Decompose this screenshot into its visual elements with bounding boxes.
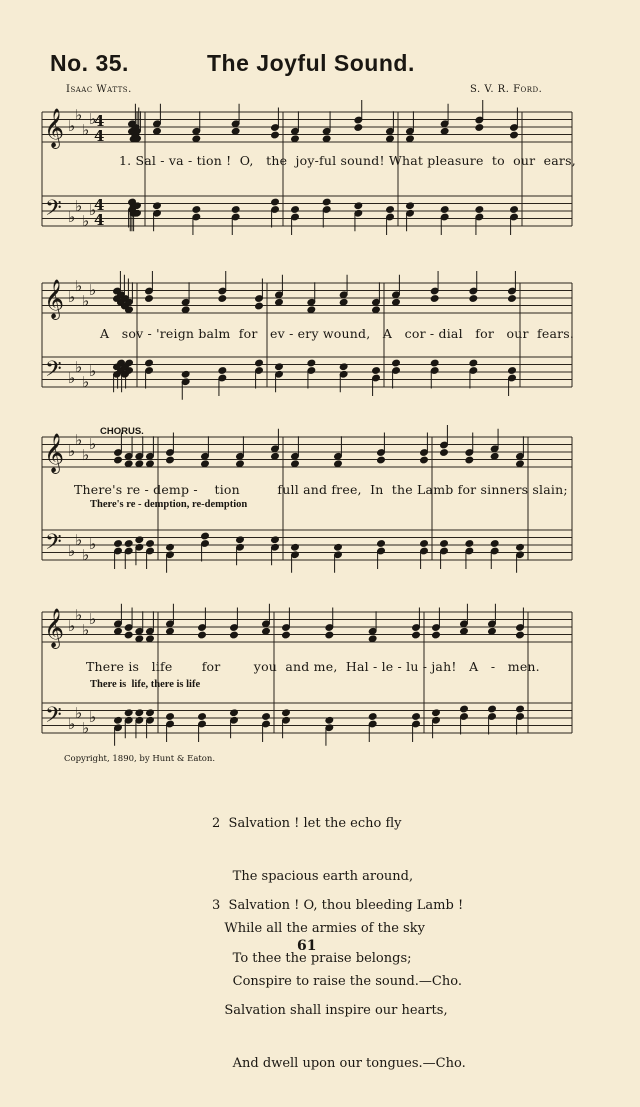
svg-text:♭: ♭	[75, 531, 83, 549]
lyric-line-3: There's re - demp - tion full and free, In the Lamb for sinners slain;	[74, 482, 568, 497]
svg-text:𝄞: 𝄞	[44, 279, 65, 319]
svg-text:𝄞: 𝄞	[44, 108, 65, 148]
svg-text:♭: ♭	[68, 542, 76, 560]
svg-text:♭: ♭	[75, 606, 83, 624]
page-number: 61	[297, 938, 317, 954]
stanza-3	[212, 862, 466, 1107]
hymn-number: No. 35.	[50, 50, 129, 76]
stanza-line: 3 Salvation ! O, thou bleeding Lamb !	[212, 898, 464, 913]
stanza-line: Conspire to raise the sound.—Cho.	[212, 973, 462, 989]
svg-text:♭: ♭	[68, 117, 76, 135]
stanza-line: Salvation shall inspire our hearts,	[212, 1003, 448, 1018]
svg-text:♭: ♭	[89, 435, 97, 453]
svg-text:♭: ♭	[75, 277, 83, 295]
svg-text:♭: ♭	[75, 106, 83, 124]
copyright-notice: Copyright, 1890, by Hunt & Eaton.	[64, 754, 216, 764]
svg-text:♭: ♭	[82, 121, 90, 139]
stanza-line: 2 Salvation ! let the echo fly	[212, 816, 402, 831]
svg-text:♭: ♭	[89, 201, 97, 219]
svg-text:𝄢: 𝄢	[45, 357, 62, 387]
svg-text:♭: ♭	[82, 719, 90, 737]
music-composer: S. V. R. Ford.	[470, 84, 543, 95]
echo-line-4: There is life, there is life	[90, 679, 201, 690]
svg-text:♭: ♭	[89, 281, 97, 299]
svg-text:𝄢: 𝄢	[45, 530, 62, 560]
svg-text:♭: ♭	[75, 358, 83, 376]
svg-text:♭: ♭	[89, 362, 97, 380]
echo-line-3: There's re - demption, re-demption	[90, 499, 248, 510]
svg-text:𝄞: 𝄞	[44, 608, 65, 648]
svg-text:𝄞: 𝄞	[44, 433, 65, 473]
stanza-line: And dwell upon our tongues.—Cho.	[212, 1055, 466, 1071]
hymn-title: The Joyful Sound.	[207, 50, 415, 76]
svg-text:♭: ♭	[75, 197, 83, 215]
notes-group	[114, 604, 525, 746]
lyric-line-2: A sov - 'reign balm for ev - ery wound, A cor - dial for our fears.	[100, 326, 575, 341]
svg-text:♭: ♭	[68, 369, 76, 387]
svg-text:♭: ♭	[89, 708, 97, 726]
svg-text:♭: ♭	[89, 610, 97, 628]
svg-text:♭: ♭	[68, 442, 76, 460]
stanza-line: While all the armies of the sky	[212, 921, 425, 936]
lyric-line-4: There is life for you and me, Hal - le - lu - jah! A - men.	[86, 659, 540, 674]
svg-text:♭: ♭	[68, 617, 76, 635]
svg-text:♭: ♭	[89, 535, 97, 553]
svg-text:♭: ♭	[75, 431, 83, 449]
svg-text:𝄢: 𝄢	[45, 703, 62, 733]
svg-text:♭: ♭	[82, 546, 90, 564]
svg-text:♭: ♭	[68, 288, 76, 306]
svg-text:♭: ♭	[82, 621, 90, 639]
music-system	[42, 106, 572, 230]
svg-text:♭: ♭	[82, 446, 90, 464]
stanza-line: The spacious earth around,	[212, 868, 414, 884]
svg-text:♭: ♭	[89, 110, 97, 128]
svg-text:4: 4	[94, 112, 105, 130]
words-author: Isaac Watts.	[66, 84, 132, 95]
svg-text:♭: ♭	[82, 212, 90, 230]
svg-text:♭: ♭	[82, 373, 90, 391]
svg-text:♭: ♭	[68, 208, 76, 226]
chorus-label: CHORUS.	[100, 426, 144, 437]
svg-text:♭: ♭	[68, 715, 76, 733]
svg-text:♭: ♭	[82, 292, 90, 310]
svg-text:4: 4	[94, 211, 105, 229]
stanza-line: To thee the praise belongs;	[212, 950, 412, 966]
svg-text:4: 4	[94, 196, 105, 214]
svg-text:4: 4	[94, 127, 105, 145]
svg-text:𝄢: 𝄢	[45, 196, 62, 226]
lyric-line-1: 1. Sal - va - tion ! O, the joy-ful sound! What pleasure to our ears,	[119, 153, 576, 168]
svg-text:♭: ♭	[75, 704, 83, 722]
